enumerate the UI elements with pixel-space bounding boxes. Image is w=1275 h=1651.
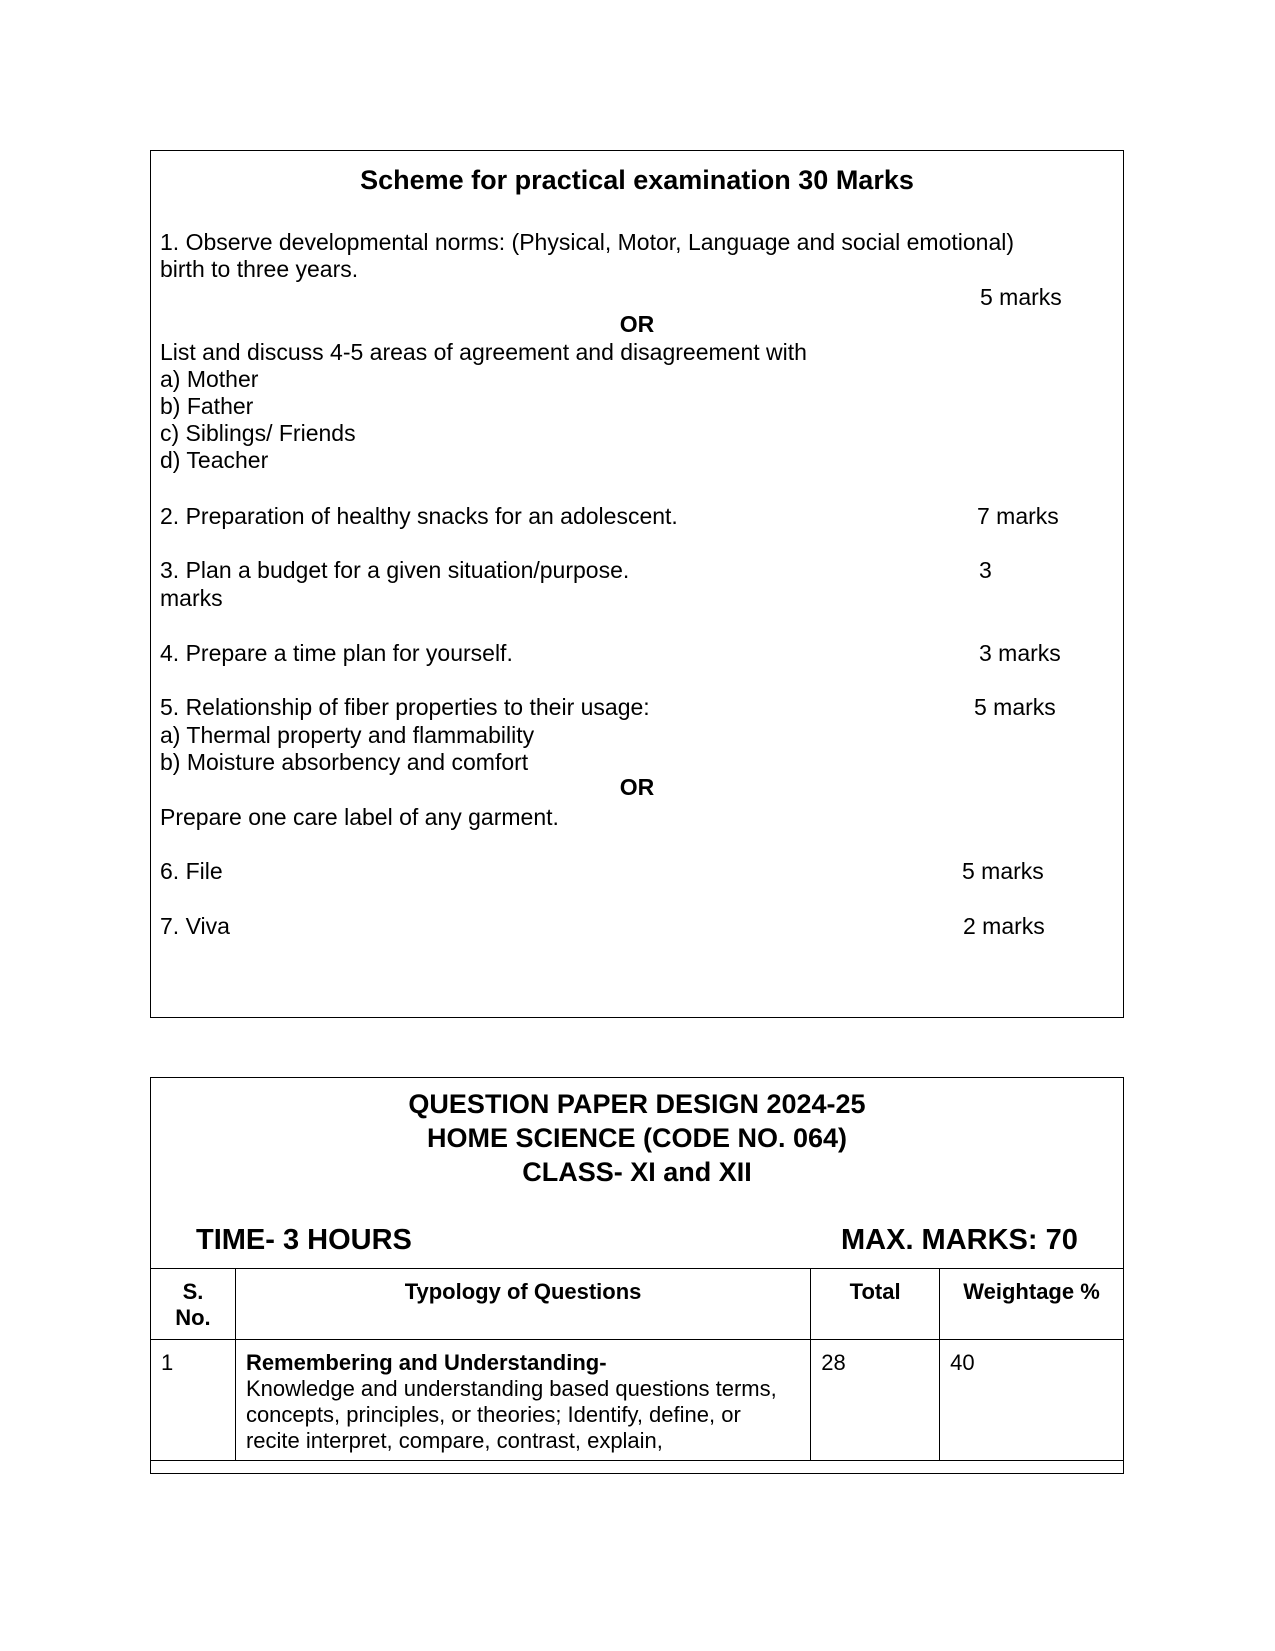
item1-marks: 5 marks [980,284,1062,310]
table-header-row [151,1269,1124,1340]
row-typology [235,1340,810,1461]
exam-time: TIME- 3 HOURS [196,1224,412,1256]
item3-marks-number: 3 [979,557,992,583]
item5: 5. Relationship of fiber properties to their usage: [160,694,650,720]
item2: 2. Preparation of healthy snacks for an adolescent. [160,503,678,529]
item5-marks: 5 marks [974,694,1056,720]
alt-item-d: d) Teacher [160,447,269,473]
table-row [151,1340,1124,1461]
row-description-line1: Knowledge and understanding based questions terms, [245,1376,777,1401]
alt-intro: List and discuss 4-5 areas of agreement and disagreement with [160,339,807,365]
class-title: CLASS- XI and XII [522,1157,752,1187]
item3-marks-word: marks [160,585,223,611]
question-paper-design-box [150,1077,1124,1474]
item6-marks: 5 marks [962,858,1044,884]
design-title: QUESTION PAPER DESIGN 2024-25 [408,1089,866,1119]
item7: 7. Viva [160,913,230,939]
item7-marks: 2 marks [963,913,1045,939]
alt-item-c: c) Siblings/ Friends [160,420,356,446]
item5-a: a) Thermal property and flammability [160,722,535,748]
item6: 6. File [160,858,223,884]
row-sno: 1 [151,1340,236,1461]
item1-line1: 1. Observe developmental norms: (Physical, Motor, Language and social emotional) [160,229,1015,255]
item1-line2: birth to three years. [160,256,359,282]
scheme-title: Scheme for practical examination 30 Marks [360,165,914,195]
item5-alt: Prepare one care label of any garment. [160,804,559,830]
subject-title: HOME SCIENCE (CODE NO. 064) [426,1123,848,1153]
item5-b: b) Moisture absorbency and comfort [160,749,529,775]
row-weightage: 40 [940,1340,1124,1461]
sno-header-line1: S. [182,1279,204,1304]
max-marks: MAX. MARKS: 70 [841,1224,1078,1256]
row-total: 28 [811,1340,940,1461]
question-typology-table [150,1268,1124,1461]
practical-scheme-box [150,150,1124,1018]
row-description-line2: concepts, principles, or theories; Identify, define, or [245,1402,741,1427]
row-description-line3: recite interpret, compare, contrast, explain, [245,1428,663,1453]
item4: 4. Prepare a time plan for yourself. [160,640,513,666]
column-header-sno [151,1269,236,1340]
alt-item-a: a) Mother [160,366,259,392]
column-header-weightage: Weightage % [940,1269,1124,1340]
item2-marks: 7 marks [977,503,1059,529]
item3: 3. Plan a budget for a given situation/purpose. [160,557,630,583]
or-divider-1: OR [619,311,655,337]
row-heading: Remembering and Understanding- [245,1350,607,1375]
column-header-total: Total [811,1269,940,1340]
sno-header-line2: No. [175,1305,211,1330]
item4-marks: 3 marks [979,640,1061,666]
alt-item-b: b) Father [160,393,254,419]
column-header-typology: Typology of Questions [235,1269,810,1340]
or-divider-2: OR [619,774,655,800]
